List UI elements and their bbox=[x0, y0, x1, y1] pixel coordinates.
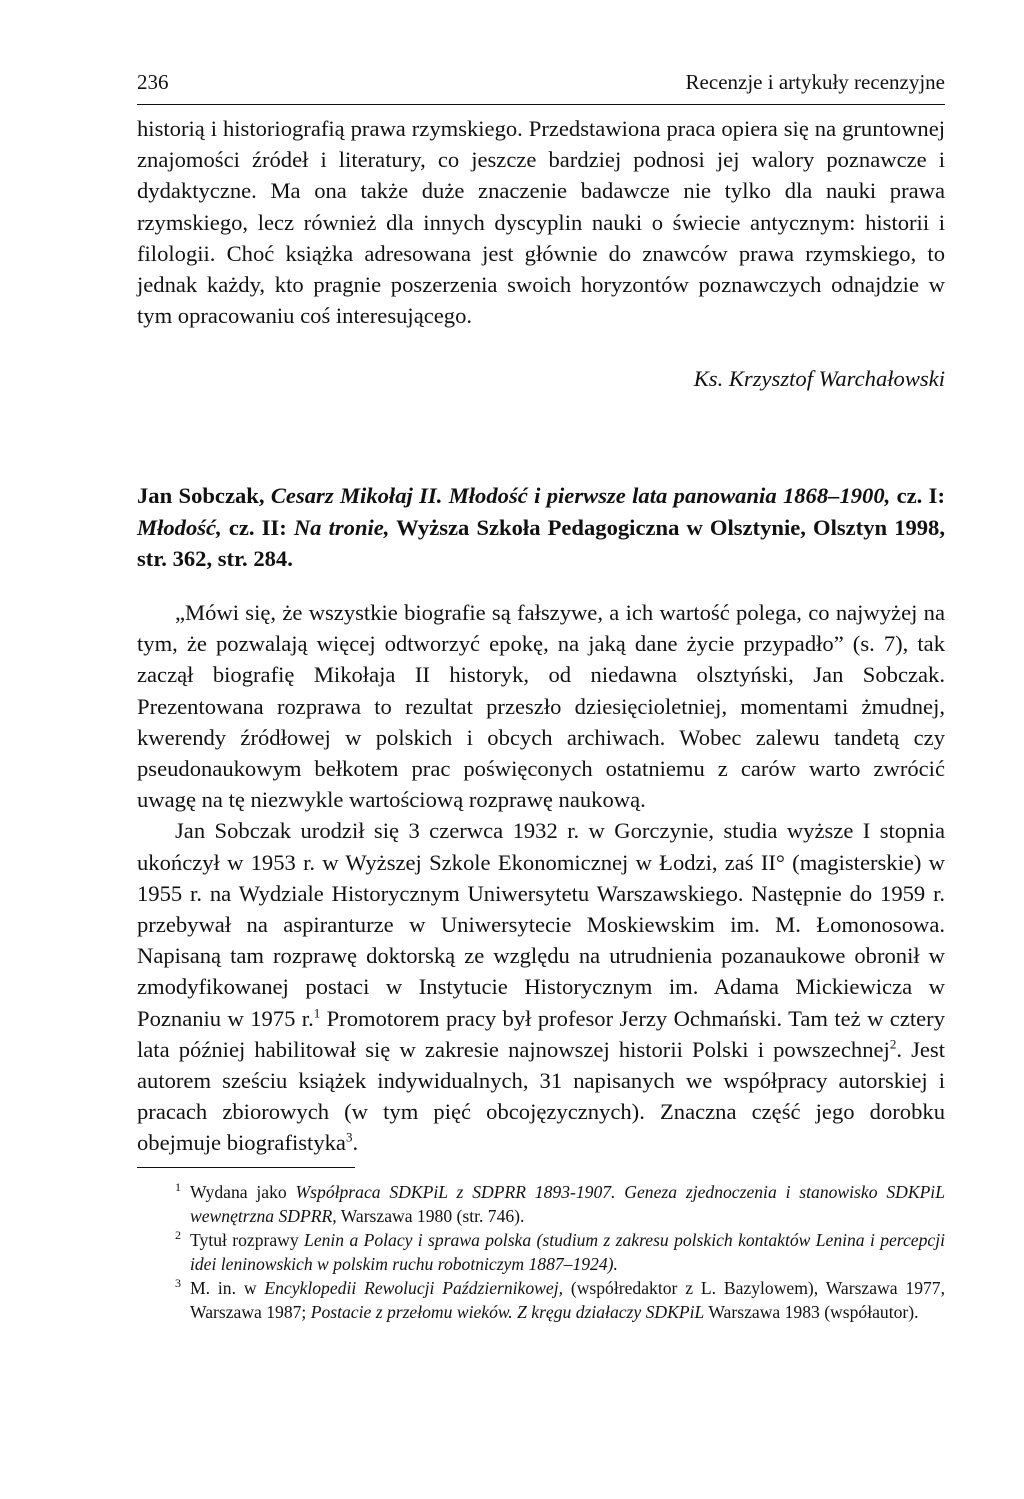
footnote-mark: 1 bbox=[175, 1180, 181, 1194]
footnote-1: 1 Wydana jako Współpraca SDKPiL z SDPRR 1893-1907. Geneza zjednoczenia i stanowisko SDKPiL wewnętrzna SDPRR, Warszawa 1980 (str. 746). bbox=[175, 1180, 945, 1226]
volume-1-title: Młodość, bbox=[137, 514, 222, 540]
footnote-ref-1[interactable]: 1 bbox=[313, 1005, 321, 1021]
footnote-2: 2 Tytuł rozprawy Lenin a Polacy i sprawa polska (studium z zakresu polskich kontaktów Lenina i percepcji idei leninowskich w polskim ruchu robotniczym 1887–1924). bbox=[175, 1228, 945, 1274]
volume-2-label: cz. II: bbox=[221, 514, 294, 540]
volume-2-title: Na tronie, bbox=[293, 514, 390, 540]
book-title: Cesarz Mikołaj II. Młodość i pierwsze lata panowania 1868–1900, bbox=[270, 483, 891, 508]
running-header bbox=[137, 70, 945, 105]
footnote-3: 3 M. in. w Encyklopedii Rewolucji Październikowej, (współredaktor z L. Bazylowem), Warszawa 1977, Warszawa 1987; Postacie z przełomu wieków. Z kręgu działaczy SDKPiL Warszawa 1983 (współautor). bbox=[175, 1276, 945, 1322]
footnote-ref-3[interactable]: 3 bbox=[345, 1129, 353, 1145]
paragraph: Jan Sobczak urodził się 3 czerwca 1932 r. w Gorczynie, studia wyższe I stopnia ukończył w 1953 r. w Wyższej Szkole Ekonomicznej w Łodzi, zaś II° (magisterskie) w 1955 r. na Wydziale Historycznym Uniwersytetu Warszawskiego. Następnie do 1959 r. przebywał na aspiranturze w Uniwersytecie Moskiewskim im. M. Łomonosowa. Napisaną tam rozprawę doktorską ze względu na utrudnienia pozanaukowe obronił w zmodyfikowanej postaci w Instytucie Historycznym im. Adama Mickiewicza w Poznaniu w 1975 r.$^1$ Promotorem pracy był profesor Jerzy Ochmański. Tam też w cztery lata później habilitował się w zakresie najnowszej historii Polski i powszechnej$^2$. Jest autorem sześciu książek indywidualnych, 31 napisanych we współpracy autorskiej i pracach zbiorowych (w tym pięć obcojęzycznych). Znaczna część jego dorobku obejmuje biografistyka$^3$. bbox=[137, 818, 946, 1156]
footnotes bbox=[175, 1180, 945, 1324]
footnote-divider bbox=[137, 1167, 355, 1168]
previous-review-conclusion bbox=[137, 113, 945, 331]
publisher-info: Wyższa Szkoła Pedagogiczna w Olsztynie, Olsztyn 1998, str. 362, str. 284. bbox=[137, 514, 945, 571]
page-number: 236 bbox=[137, 70, 169, 94]
book-author: Jan Sobczak, bbox=[137, 483, 271, 508]
paragraph: „Mówi się, że wszystkie biografie są fałszywe, a ich wartość polega, co najwyżej na tym, że pozwalają więcej odtworzyć epokę, na jaką dane życie przypadło” (s. 7), tak zaczął biografię Mikołaja II historyk, od niedawna olsztyński, Jan Sobczak. Prezentowana rozprawa to rezultat przeszło dziesięcioletniej, momentami żmudnej, kwerendy źródłowej w polskich i obcych archiwach. Wobec zalewu tandetą czy pseudonaukowym bełkotem prac poświęconych ostatniemu z carów warto zwrócić uwagę na tę niezwykle wartościową rozprawę naukową. bbox=[137, 600, 945, 813]
section-title: Recenzje i artykuły recenzyjne bbox=[685, 70, 945, 94]
volume-1-label: cz. I: bbox=[890, 483, 945, 508]
review-heading bbox=[137, 480, 945, 575]
paragraph: historią i historiografią prawa rzymskiego. Przedstawiona praca opiera się na gruntownej znajomości źródeł i literatury, co jeszcze bardziej podnosi jej walory poznawcze i dydaktyczne. Ma ona także duże znaczenie badawcze nie tylko dla nauki prawa rzymskiego, lecz również dla innych dyscyplin nauki o świecie antycznym: historii i filologii. Choć książka adresowana jest głównie do znawców prawa rzymskiego, to jednak każdy, kto pragnie poszerzenia swoich horyzontów poznawczych odnajdzie w tym opracowaniu coś interesującego. bbox=[137, 116, 945, 329]
footnote-mark: 3 bbox=[175, 1276, 181, 1290]
footnote-ref-2[interactable]: 2 bbox=[889, 1036, 897, 1052]
footnote-mark: 2 bbox=[175, 1228, 181, 1242]
reviewer-signature: Ks. Krzysztof Warchałowski bbox=[693, 366, 945, 391]
review-body bbox=[137, 597, 945, 1159]
